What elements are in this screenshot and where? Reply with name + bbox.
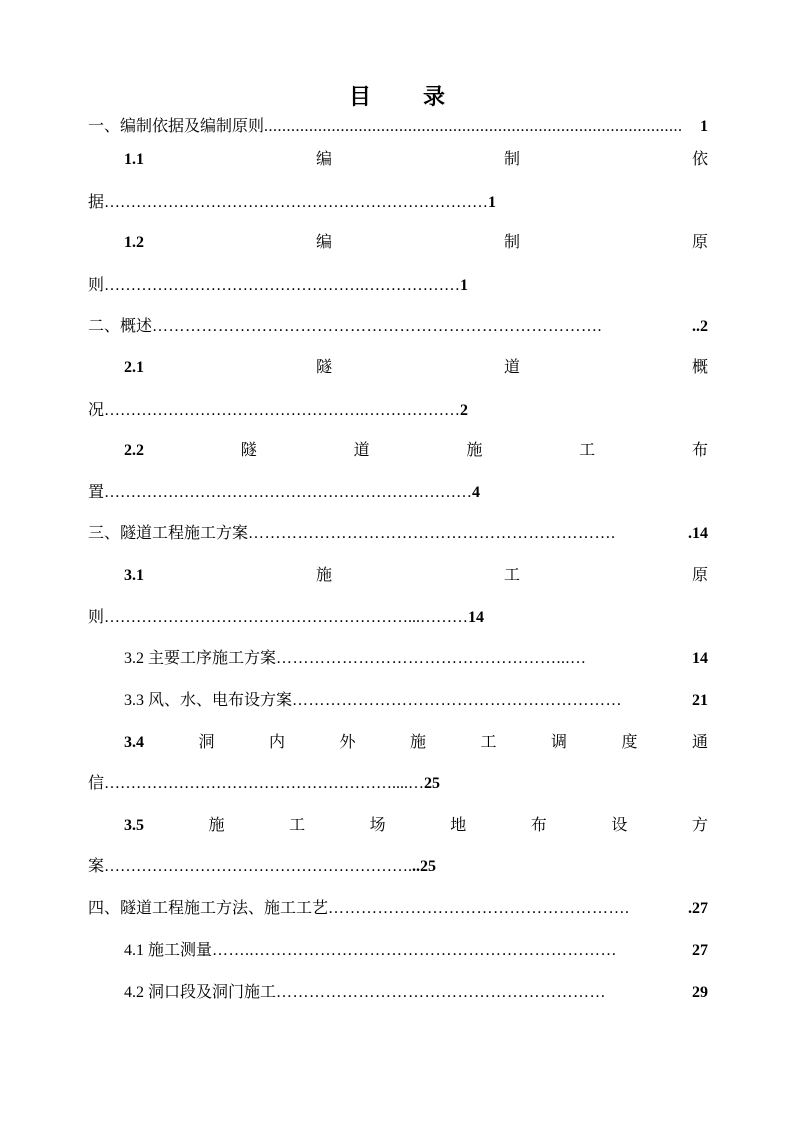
toc-leader: ............................................................................................. bbox=[264, 118, 683, 135]
toc-char: 编 bbox=[315, 234, 332, 251]
toc-label: 二、概述 bbox=[88, 318, 153, 335]
toc-char: 编 bbox=[315, 151, 332, 168]
toc-entry-4-2[interactable] bbox=[124, 983, 708, 1003]
toc-label: 3.3 风、水、电布设方案 bbox=[124, 692, 293, 709]
toc-entry-1-2-continued[interactable] bbox=[88, 276, 468, 296]
toc-entry-3-2[interactable] bbox=[124, 649, 708, 669]
toc-label: 三、隧道工程施工方案 bbox=[88, 525, 249, 542]
toc-label: 一、编制依据及编制原则 bbox=[88, 118, 265, 135]
title-right-char: 录 bbox=[423, 84, 446, 109]
toc-label: 4.1 施工测量 bbox=[124, 942, 213, 959]
toc-char: 通 bbox=[691, 734, 708, 751]
toc-leader: …………………………………………………………… bbox=[104, 484, 473, 501]
toc-label: 3.2 主要工序施工方案 bbox=[124, 650, 277, 667]
toc-tail: 置 bbox=[88, 484, 105, 501]
toc-leader: ………………………………………………. bbox=[328, 900, 630, 917]
toc-entry-section-4[interactable] bbox=[88, 899, 708, 919]
toc-number: 3.4 bbox=[124, 734, 144, 751]
toc-entry-3-3[interactable] bbox=[124, 691, 708, 711]
toc-label: 四、隧道工程施工方法、施工工艺 bbox=[88, 900, 329, 917]
toc-page-number: 14 bbox=[468, 609, 485, 626]
toc-page-number: 2 bbox=[460, 402, 469, 419]
toc-tail: 案 bbox=[88, 858, 105, 875]
toc-char: 道 bbox=[353, 442, 370, 459]
toc-char: 设 bbox=[611, 817, 628, 834]
toc-page-number: 29 bbox=[692, 984, 708, 1001]
toc-char: 内 bbox=[268, 734, 285, 751]
toc-number: 2.2 bbox=[124, 442, 144, 459]
toc-entry-2-1[interactable] bbox=[124, 358, 708, 378]
toc-char: 施 bbox=[466, 442, 483, 459]
toc-entry-1-2[interactable] bbox=[124, 233, 708, 253]
toc-entry-section-3[interactable] bbox=[88, 524, 708, 544]
toc-entry-3-4[interactable] bbox=[124, 733, 708, 753]
toc-page-number: ..25 bbox=[412, 858, 437, 875]
toc-leader: ………………………………………………....… bbox=[104, 775, 425, 792]
toc-leader: ………………………………………….……………… bbox=[104, 402, 461, 419]
toc-entry-3-5[interactable] bbox=[124, 816, 708, 836]
toc-char: 施 bbox=[315, 567, 332, 584]
toc-char: 外 bbox=[339, 734, 356, 751]
toc-char: 工 bbox=[503, 567, 520, 584]
toc-leader: …………………………………………………. bbox=[104, 858, 413, 875]
toc-leader: ……………………………………………………………… bbox=[104, 194, 489, 211]
toc-char: 原 bbox=[691, 567, 708, 584]
toc-page-number: 1 bbox=[460, 277, 469, 294]
toc-entry-3-4-continued[interactable] bbox=[88, 774, 440, 794]
toc-entry-2-2-continued[interactable] bbox=[88, 483, 480, 503]
toc-char: 依 bbox=[691, 151, 708, 168]
toc-tail: 则 bbox=[88, 609, 105, 626]
toc-page-number: ..2 bbox=[692, 318, 708, 335]
toc-page-number: 1 bbox=[700, 118, 708, 135]
toc-page-number: 4 bbox=[472, 484, 481, 501]
toc-char: 布 bbox=[530, 817, 547, 834]
toc-entry-1-1-continued[interactable] bbox=[88, 193, 496, 213]
toc-entry-section-2[interactable] bbox=[88, 317, 708, 337]
toc-leader: …………………………………………………… bbox=[276, 984, 607, 1001]
toc-entry-3-5-continued[interactable] bbox=[88, 857, 436, 877]
toc-entry-4-1[interactable] bbox=[124, 941, 708, 961]
toc-char: 制 bbox=[503, 151, 520, 168]
toc-tail: 据 bbox=[88, 194, 105, 211]
toc-page-number: 1 bbox=[488, 194, 497, 211]
toc-char: 地 bbox=[450, 817, 467, 834]
toc-entry-3-1-continued[interactable] bbox=[88, 608, 484, 628]
toc-leader: …………………………………………………...……… bbox=[104, 609, 469, 626]
toc-char: 制 bbox=[503, 234, 520, 251]
toc-entry-3-1[interactable] bbox=[124, 566, 708, 586]
toc-char: 调 bbox=[550, 734, 567, 751]
toc-tail: 况 bbox=[88, 402, 105, 419]
toc-number: 3.1 bbox=[124, 567, 144, 584]
toc-char: 方 bbox=[691, 817, 708, 834]
toc-number: 1.2 bbox=[124, 234, 144, 251]
toc-tail: 则 bbox=[88, 277, 105, 294]
toc-page-number: 27 bbox=[692, 942, 708, 959]
toc-number: 1.1 bbox=[124, 151, 144, 168]
toc-leader: ………………………………………………………………………. bbox=[152, 318, 603, 335]
toc-entry-1-1[interactable] bbox=[124, 150, 708, 170]
toc-char: 洞 bbox=[198, 734, 215, 751]
toc-char: 工 bbox=[579, 442, 596, 459]
toc-char: 概 bbox=[691, 359, 708, 376]
toc-label: 4.2 洞口段及洞门施工 bbox=[124, 984, 277, 1001]
toc-leader: ……………………………………………...… bbox=[276, 650, 587, 667]
toc-char: 场 bbox=[369, 817, 386, 834]
toc-char: 原 bbox=[691, 234, 708, 251]
toc-entry-2-2[interactable] bbox=[124, 441, 708, 461]
toc-leader: ……..………………………………………………………… bbox=[212, 942, 618, 959]
toc-page-number: 21 bbox=[692, 692, 708, 709]
toc-char: 施 bbox=[409, 734, 426, 751]
toc-char: 工 bbox=[480, 734, 497, 751]
toc-entry-2-1-continued[interactable] bbox=[88, 401, 468, 421]
toc-char: 工 bbox=[289, 817, 306, 834]
toc-char: 布 bbox=[691, 442, 708, 459]
toc-number: 2.1 bbox=[124, 359, 144, 376]
toc-number: 3.5 bbox=[124, 817, 144, 834]
toc-tail: 信 bbox=[88, 775, 105, 792]
toc-entry-section-1[interactable] bbox=[88, 117, 708, 137]
toc-page-number: 14 bbox=[692, 650, 708, 667]
toc-char: 施 bbox=[208, 817, 225, 834]
toc-leader: …………………………………………………………. bbox=[248, 525, 616, 542]
toc-page-number: .14 bbox=[688, 525, 708, 542]
toc-char: 度 bbox=[621, 734, 638, 751]
toc-char: 隧 bbox=[315, 359, 332, 376]
toc-leader: ………………………………………….……………… bbox=[104, 277, 461, 294]
toc-char: 道 bbox=[503, 359, 520, 376]
title-left-char: 目 bbox=[348, 84, 371, 109]
toc-page-number: 25 bbox=[424, 775, 441, 792]
toc-char: 隧 bbox=[240, 442, 257, 459]
page-title bbox=[0, 80, 794, 111]
toc-page-number: .27 bbox=[688, 900, 708, 917]
toc-leader: …………………………………………………… bbox=[292, 692, 623, 709]
